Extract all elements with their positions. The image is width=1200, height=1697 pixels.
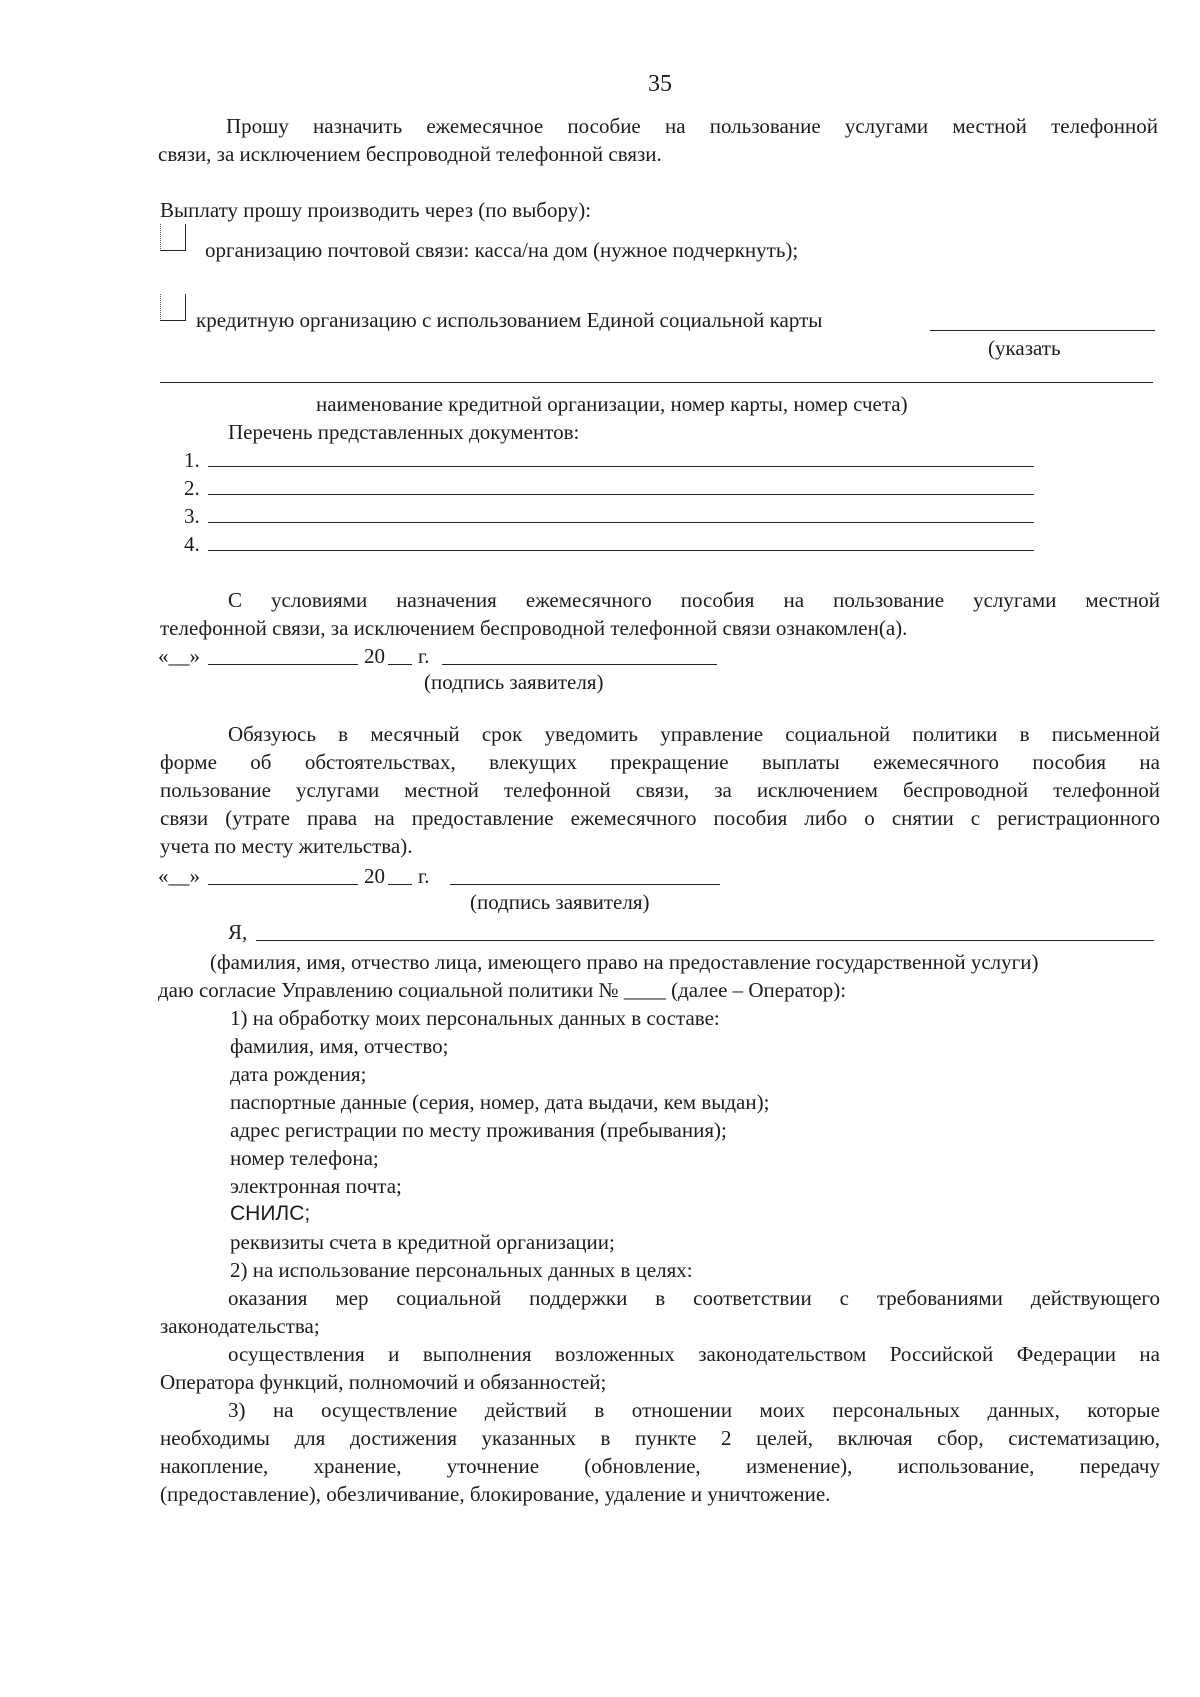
data-item-passport: паспортные данные (серия, номер, дата выдачи, кем выдан);: [230, 1090, 770, 1114]
post-option-checkbox[interactable]: [160, 224, 186, 251]
request-line-2: связи, за исключением беспроводной телефонной связи.: [158, 142, 662, 166]
consent-line: даю согласие Управлению социальной политики № ____ (далее – Оператор):: [158, 978, 847, 1002]
date-month-line-2[interactable]: [208, 884, 358, 885]
date-day-1: «__»: [158, 644, 200, 668]
obligation-line-1: Обязуюсь в месячный срок уведомить управление социальной политики в письменной: [228, 722, 1160, 746]
bank-details-hint: наименование кредитной организации, номер карты, номер счета): [316, 392, 908, 416]
applicant-name-line[interactable]: [256, 940, 1154, 941]
bank-name-line[interactable]: [930, 330, 1155, 331]
data-item-birthdate: дата рождения;: [230, 1062, 367, 1086]
data-item-email: электронная почта;: [230, 1174, 402, 1198]
document-number-1: 1.: [184, 448, 200, 472]
conditions-line-1: С условиями назначения ежемесячного пособия на пользование услугами местной: [228, 588, 1160, 612]
purpose2-paragraph: [160, 1340, 1160, 1396]
data-item-phone: номер телефона;: [230, 1146, 379, 1170]
request-line-1: Прошу назначить ежемесячное пособие на пользование услугами местной телефонной: [226, 114, 1158, 138]
conditions-paragraph: [160, 586, 1160, 642]
signature-label-1: (подпись заявителя): [424, 670, 604, 694]
year-prefix-1: 20: [364, 644, 385, 668]
item3-paragraph: [160, 1396, 1160, 1508]
document-line-4[interactable]: [208, 550, 1034, 551]
data-item-address: адрес регистрации по месту проживания (пребывания);: [230, 1118, 727, 1142]
date-month-line-1[interactable]: [208, 664, 358, 665]
item2-heading: 2) на использование персональных данных в целях:: [230, 1258, 693, 1282]
payment-heading: Выплату прошу производить через (по выбору):: [160, 198, 592, 222]
year-line-1[interactable]: [388, 664, 412, 665]
signature-line-1[interactable]: [442, 664, 717, 665]
date-day-2: «__»: [158, 864, 200, 888]
document-line-2[interactable]: [208, 494, 1034, 495]
data-item-snils: СНИЛС;: [230, 1202, 311, 1225]
document-number-2: 2.: [184, 476, 200, 500]
bank-option-checkbox[interactable]: [160, 294, 186, 321]
document-line-1[interactable]: [208, 466, 1034, 467]
post-option-label: организацию почтовой связи: касса/на дом (нужное подчеркнуть);: [205, 238, 799, 262]
signature-label-2: (подпись заявителя): [470, 890, 650, 914]
purpose1-paragraph: [160, 1284, 1160, 1340]
year-suffix-2: г.: [418, 864, 430, 888]
item3-line-3: накопление, хранение, уточнение (обновление, изменение), использование, передачу: [160, 1454, 1160, 1478]
item1-heading: 1) на обработку моих персональных данных в составе:: [230, 1006, 720, 1030]
purpose2-line-2: Оператора функций, полномочий и обязанностей;: [160, 1370, 607, 1394]
obligation-line-4: связи (утрате права на предоставление ежемесячного пособия либо о снятии с регистрационного: [160, 806, 1160, 830]
page-number: 35: [648, 71, 672, 97]
document-number-3: 3.: [184, 504, 200, 528]
year-prefix-2: 20: [364, 864, 385, 888]
purpose1-line-2: законодательства;: [160, 1314, 320, 1338]
specify-hint: (указать: [988, 336, 1061, 360]
data-item-fio: фамилия, имя, отчество;: [230, 1034, 449, 1058]
document-line-3[interactable]: [208, 522, 1034, 523]
obligation-paragraph: [160, 720, 1160, 860]
obligation-line-3: пользование услугами местной телефонной связи, за исключением беспроводной телефонной: [160, 778, 1160, 802]
year-line-2[interactable]: [388, 884, 412, 885]
purpose2-line-1: осуществления и выполнения возложенных законодательством Российской Федерации на: [228, 1342, 1160, 1366]
signature-line-2[interactable]: [450, 884, 720, 885]
conditions-line-2: телефонной связи, за исключением беспроводной телефонной связи ознакомлен(а).: [160, 616, 908, 640]
item3-line-1: 3) на осуществление действий в отношении моих персональных данных, которые: [228, 1398, 1160, 1422]
purpose1-line-1: оказания мер социальной поддержки в соответствии с требованиями действующего: [228, 1286, 1160, 1310]
applicant-name-hint: (фамилия, имя, отчество лица, имеющего право на предоставление государственной услуги): [210, 950, 1039, 974]
documents-heading: Перечень представленных документов:: [228, 420, 580, 444]
consent-i-prefix: Я,: [228, 920, 248, 944]
document-number-4: 4.: [184, 532, 200, 556]
bank-details-line[interactable]: [160, 382, 1153, 383]
data-item-bank-account: реквизиты счета в кредитной организации;: [230, 1230, 615, 1254]
obligation-line-2: форме об обстоятельствах, влекущих прекращение выплаты ежемесячного пособия на: [160, 750, 1160, 774]
item3-line-4: (предоставление), обезличивание, блокирование, удаление и уничтожение.: [160, 1482, 831, 1506]
year-suffix-1: г.: [418, 644, 430, 668]
bank-option-label: кредитную организацию с использованием Единой социальной карты: [196, 308, 823, 332]
item3-line-2: необходимы для достижения указанных в пункте 2 целей, включая сбор, систематизацию,: [160, 1426, 1160, 1450]
request-paragraph: [158, 112, 1158, 168]
obligation-line-5: учета по месту жительства).: [160, 834, 413, 858]
